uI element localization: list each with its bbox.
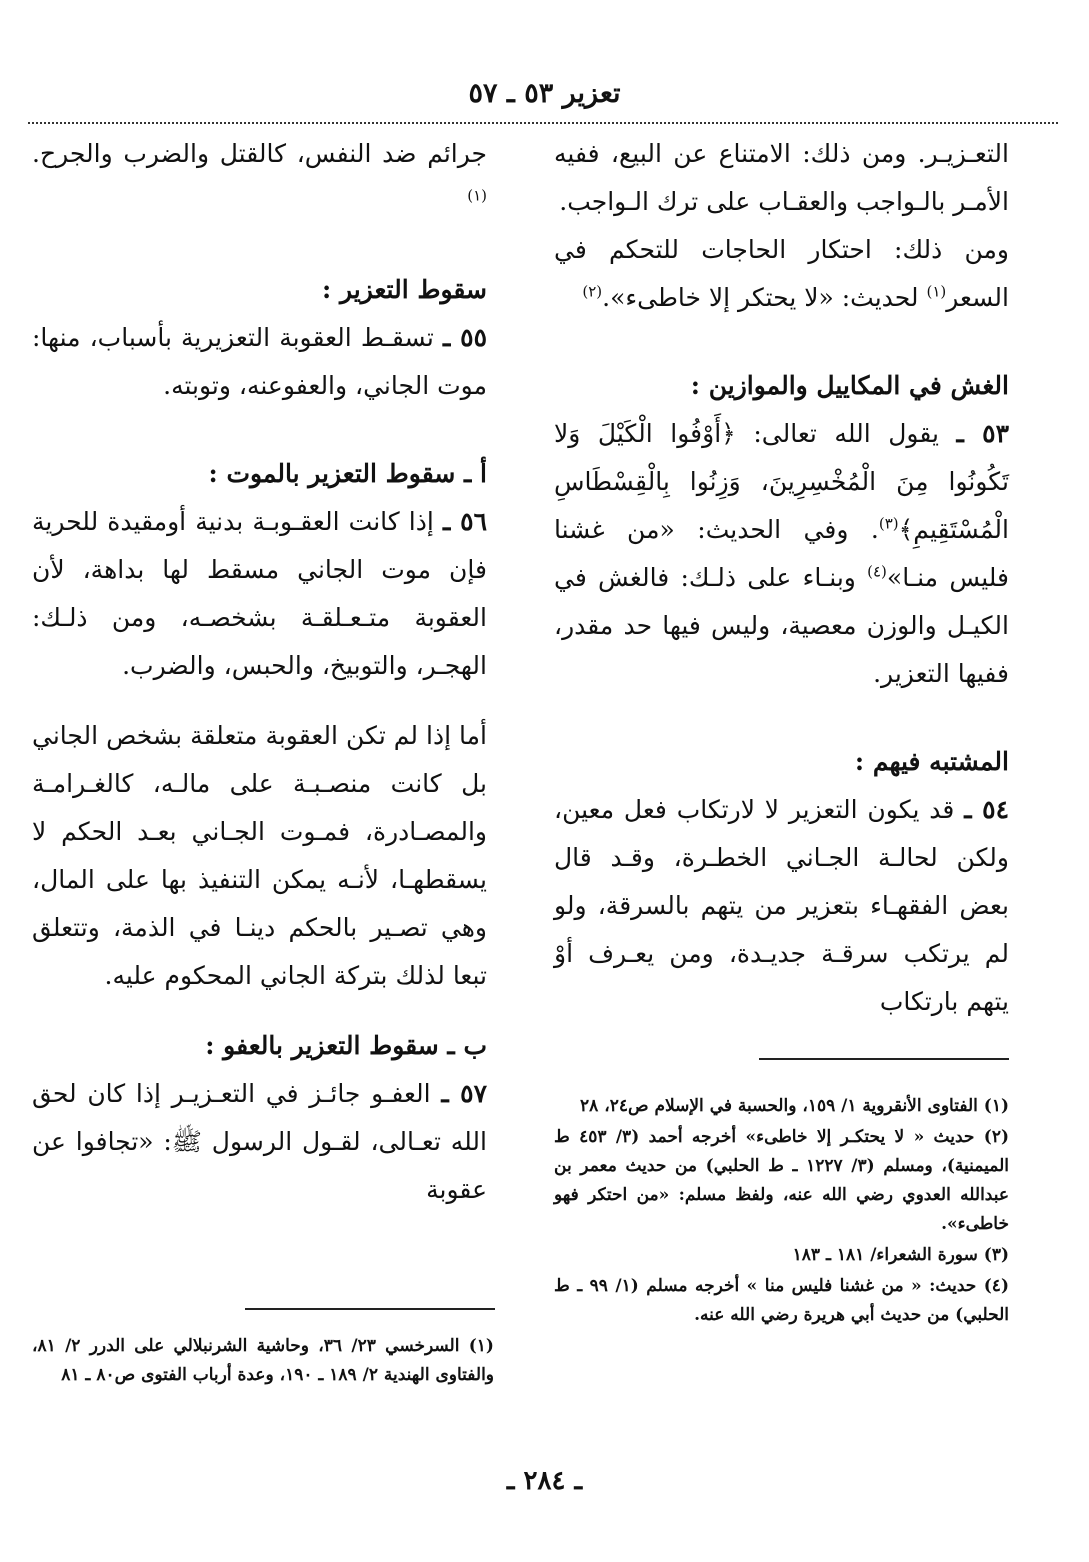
footnote: (٤) حديث: « من غشنا فليس منا » أخرجه مسلم (١/ ٩٩ ـ ط الحلبي) من حديث أبي هريرة رضي الله عنه. xyxy=(554,1276,1009,1325)
heading-suqut: سقوط التعزير : xyxy=(322,275,487,304)
page-number: ـ ٢٨٤ ـ xyxy=(506,1466,583,1496)
footnotes-left xyxy=(32,1332,494,1392)
footnote: (٣) سورة الشعراء/ ١٨١ ـ ١٨٣ xyxy=(792,1245,1009,1265)
paragraph-number: ٥٤ ـ xyxy=(964,795,1009,824)
footnotes-right xyxy=(554,1092,1009,1332)
heading-ghish: الغش في المكاييل والموازين : xyxy=(690,371,1009,400)
paragraph-57: ٥٧ ـ العفـو جائـز في التعـزيـر إذا كان لحق الله تعـالى، لقـول الرسول ﷺ: «تجافوا عن عقوبة xyxy=(32,1079,487,1204)
heading-suqut-afw: ب ـ سقوط التعزير بالعفو : xyxy=(205,1031,487,1060)
paragraph-continuation: جرائم ضد النفس، كالقتل والضرب والجرح.$^{(١)}$ xyxy=(32,139,487,205)
right-column xyxy=(554,130,1009,1026)
heading-suqut-mawt: أ ـ سقوط التعزير بالموت : xyxy=(208,459,487,488)
footnote-ref: (١) xyxy=(467,186,487,205)
paragraph-53: ٥٣ ـ يقول الله تعالى: ﴿أَوْفُوا الْكَيْلَ وَلا تَكُونُوا مِنَ الْمُخْسِرِينَ، وَزِنُوا بِالْقِسْطَاسِ الْمُسْتَقِيمِ﴾$^{(٣)}$. وفي الحديث: «من غشنا فليس منـا»$^{(٤)}$ وبنـاء على ذلـك: فالغش في الكيـل والوزن معصية، وليس فيها حد مقدر، ففيها التعزير. xyxy=(554,419,1010,688)
left-column xyxy=(32,130,487,1214)
footnote-ref: (٢) xyxy=(582,282,603,301)
paragraph-number: ٥٧ ـ xyxy=(441,1079,487,1108)
paragraph-55: ٥٥ ـ تسقـط العقوبة التعزيرية بأسباب، منها: موت الجاني، والعفوعنه، وتوبته. xyxy=(32,323,487,400)
paragraph-tazir-intro: التعـزيـر. ومن ذلك: الامتناع عن البيع، ففيه الأمـر بالـواجب والعقـاب على ترك الـواجب. xyxy=(554,139,1009,216)
paragraph-number: ٥٥ ـ xyxy=(442,323,487,352)
footnote-rule-right xyxy=(759,1058,1009,1060)
footnote-ref: (١) xyxy=(926,282,947,301)
header-dotted-rule xyxy=(28,122,1058,124)
running-header: تعزير ٥٣ ـ ٥٧ xyxy=(468,78,621,109)
footnote: (١) السرخسي ٢٣/ ٣٦، وحاشية الشرنبلالي على الدرر ٢/ ٨١، والفتاوى الهندية ٢/ ١٨٩ ـ ١٩٠، وعدة أرباب الفتوى ص٨٠ ـ ٨١ xyxy=(32,1336,494,1385)
heading-mushtabah: المشتبه فيهم : xyxy=(854,747,1009,776)
footnote: (١) الفتاوى الأنقروية ١/ ١٥٩، والحسبة في الإسلام ص٢٤، ٢٨ xyxy=(580,1096,1009,1116)
paragraph-56: ٥٦ ـ إذا كانت العقـوبـة بدنية أومقيدة للحرية فإن موت الجاني مسقط لها بداهة، لأن العقوبة متـعـلقـة بشخصـه، ومن ذلـك: الهجـر، والتوبيخ، والحبس، والضرب. xyxy=(32,507,487,680)
footnote: (٢) حديث « لا يحتكـر إلا خاطىء» أخرجه أحمد (٣/ ٤٥٣ ط الميمنية)، ومسلم (٣/ ١٢٢٧ ـ ط الحلبي) من حديث معمر بن عبدالله العدوي رضي الله عنه، ولفظ مسلم: «من احتكر فهو خاطىء». xyxy=(554,1127,1009,1234)
footnote-ref: (٤) xyxy=(867,562,887,581)
footnote-rule-left xyxy=(245,1308,495,1310)
paragraph-amma: أما إذا لم تكن العقوبة متعلقة بشخص الجاني بل كانت منصـبـة على مالـه، كالغـرامـة والمصـادرة، فمـوت الجـاني بعـد الحكم لا يسقطهـا، لأنـه يمكن التنفيذ بها على المال، وهي تصـير بالحكم دينـا في الذمة، وتتعلق تبعا لذلك بتركة الجاني المحكوم عليه. xyxy=(32,721,487,990)
paragraph-number: ٥٦ ـ xyxy=(442,507,487,536)
footnote-ref: (٣) xyxy=(878,514,899,533)
paragraph-ihtikar: ومن ذلك: احتكار الحاجات للتحكم في السعر$^{(١)}$ لحديث: «لا يحتكر إلا خاطىء».$^{(٢)}$ xyxy=(554,235,1009,312)
paragraph-number: ٥٣ ـ xyxy=(956,419,1010,448)
paragraph-54: ٥٤ ـ قد يكون التعزير لا لارتكاب فعل معين، ولكن لحالـة الجـاني الخطـرة، وقـد قال بعض الفقهـاء بتعزير من يتهم بالسرقة، ولو لم يرتكب سرقـة جديـدة، ومن يعـرف أوْ يتهم بارتكاب xyxy=(554,795,1009,1016)
